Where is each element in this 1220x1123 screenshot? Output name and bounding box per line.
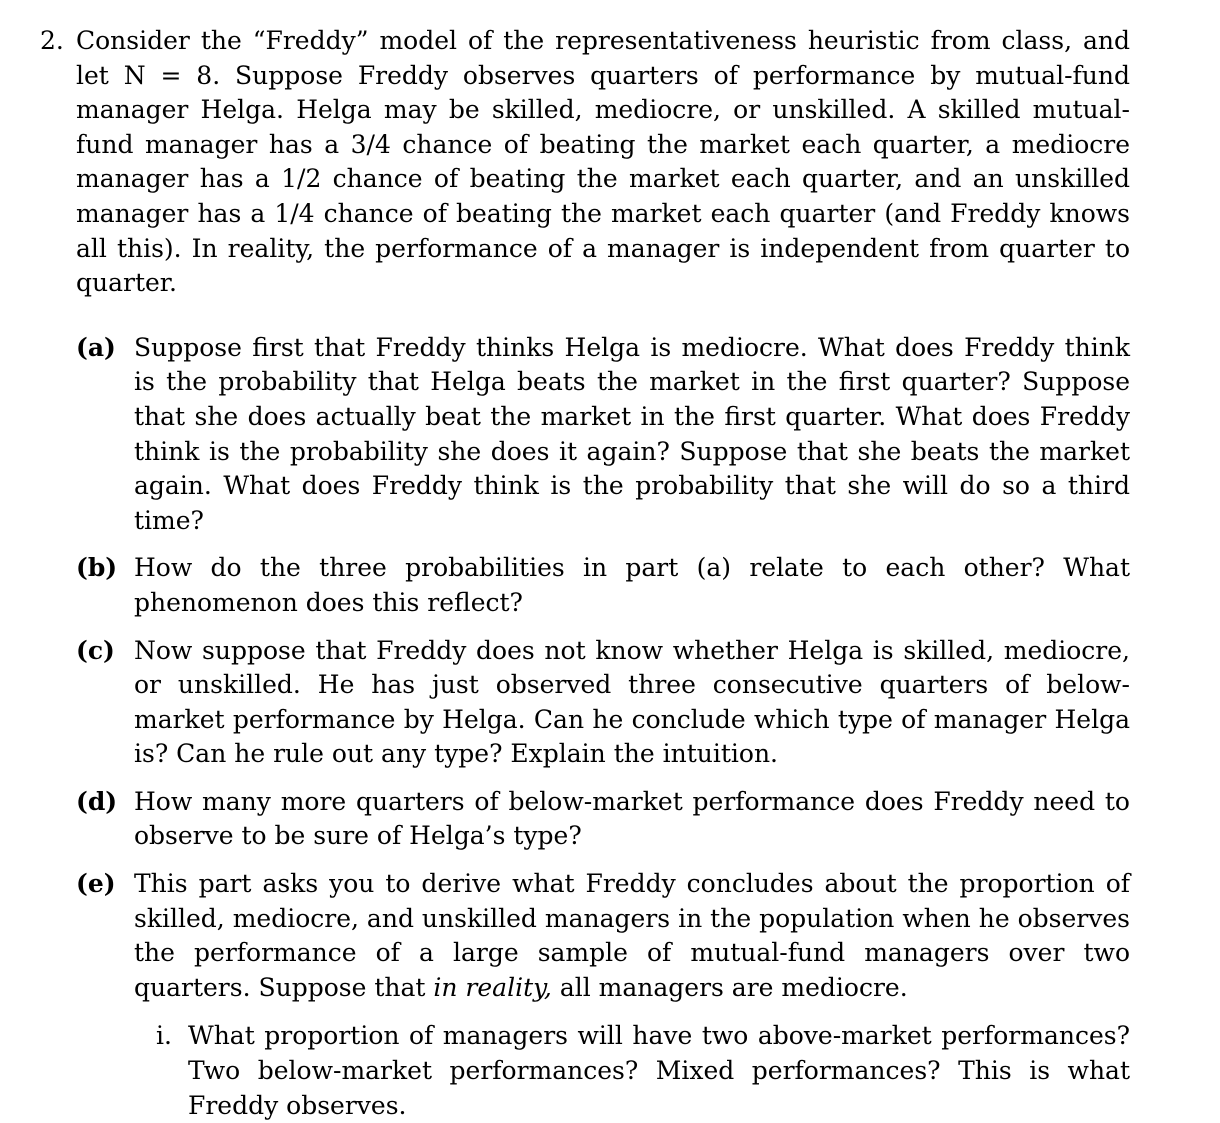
part-b-label: (b) [76, 553, 118, 583]
part-e-text [134, 867, 1130, 1005]
problem-header [40, 24, 1130, 301]
part-e [76, 867, 1130, 1005]
problem-intro: Consider the “Freddy” model of the representativeness heuristic from class, and let N = 8. Suppose Freddy observes quarters of performance by mutual-fund manager Helga. Helga may be skilled, mediocre, or unskilled. A skilled mutual-fund manager has a 3/4 chance of beating the market each quarter, a mediocre manager has a 1/2 chance of beating the market each quarter, and an unskilled manager has a 1/4 chance of beating the market each quarter (and Freddy knows all this). In reality, the performance of a manager is independent from quarter to quarter. [76, 26, 1130, 298]
part-e-label: (e) [76, 869, 116, 899]
part-e-text-before: This part asks you to derive what Freddy concludes about the proportion of skilled, mediocre, and unskilled managers in the population when he observes the performance of a large sample of mutual-fund managers over two quarters. Suppose that [134, 869, 1130, 1002]
part-d-label: (d) [76, 786, 118, 816]
subpart-i-text: What proportion of managers will have two above-market performances? Two below-market performances? Mixed performances? This is what Freddy observes. [188, 1021, 1130, 1120]
part-c [76, 634, 1130, 772]
subpart-i [156, 1019, 1130, 1123]
part-e-emphasis: in reality, [433, 972, 552, 1002]
problem-parts [76, 331, 1130, 1123]
part-b [76, 551, 1130, 620]
part-a [76, 331, 1130, 539]
part-d [76, 785, 1130, 854]
problem-number: 2. [40, 26, 64, 55]
part-e-subparts [156, 1019, 1130, 1123]
problem-2 [40, 24, 1130, 1123]
part-e-text-after: all managers are mediocre. [551, 972, 908, 1002]
part-d-text: How many more quarters of below-market performance does Freddy need to observe to be sure of Helga’s type? [134, 786, 1130, 851]
part-a-text: Suppose first that Freddy thinks Helga is mediocre. What does Freddy think is the probability that Helga beats the market in the first quarter? Suppose that she does actually beat the market in the first quarter. What does Freddy think is the probability she does it again? Suppose that she beats the market again. What does Freddy think is the probability that she will do so a third time? [134, 332, 1130, 535]
part-c-text: Now suppose that Freddy does not know whether Helga is skilled, mediocre, or unskilled. He has just observed three consecutive quarters of below-market performance by Helga. Can he conclude which type of manager Helga is? Can he rule out any type? Explain the intuition. [134, 635, 1130, 769]
part-a-label: (a) [76, 332, 116, 362]
part-c-label: (c) [76, 635, 115, 665]
part-b-text: How do the three probabilities in part (a) relate to each other? What phenomenon does this reflect? [134, 553, 1130, 617]
subpart-i-label: i. [156, 1021, 172, 1051]
